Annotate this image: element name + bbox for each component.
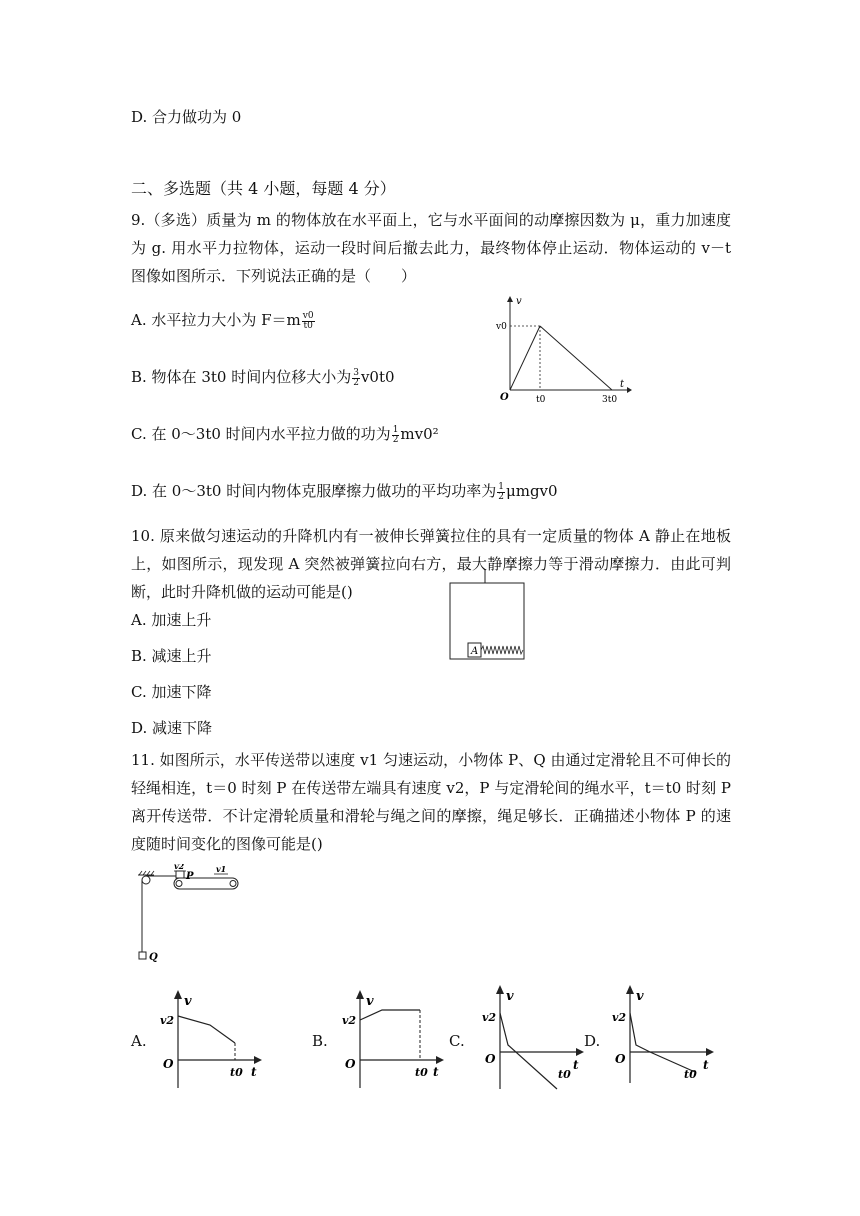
q9-option-a-text: A. 水平拉力大小为 F＝m — [131, 311, 301, 329]
q10-option-c: C. 加速下降 — [131, 683, 212, 701]
q9-vt-figure — [492, 294, 632, 406]
q9-c-denominator: 2 — [392, 434, 399, 445]
q11-pulley — [142, 876, 150, 884]
q9-option-d-fraction — [497, 483, 505, 502]
q9-v-axis-arrow — [507, 296, 513, 302]
q9-decel-segment — [540, 326, 612, 390]
q9-label-t0: t0 — [536, 395, 546, 405]
q9-accel-segment — [510, 326, 540, 390]
q11-hatching — [139, 871, 154, 875]
q11-graph-a — [158, 990, 264, 1090]
q11a-t-arrow — [254, 1056, 262, 1064]
q10-option-d: D. 减速下降 — [131, 719, 213, 737]
q11b-label-v2: v2 — [342, 1014, 357, 1027]
section-title-multiple-choice: 二、多选题（共 4 小题，每题 4 分） — [131, 179, 396, 198]
q11b-curve — [360, 1010, 420, 1020]
q9-label-t: t — [620, 379, 625, 390]
q9-t-axis-arrow — [627, 387, 632, 393]
q11c-label-t: t — [573, 1058, 579, 1072]
q9-option-b-fraction — [352, 369, 360, 388]
q11c-curve — [500, 1013, 557, 1089]
q9-d-numerator: 1 — [498, 481, 504, 492]
q11c-v-arrow — [496, 985, 504, 994]
q11a-v-arrow — [174, 990, 182, 999]
q9-option-c-text: C. 在 0～3t0 时间内水平拉力做的功为 — [131, 425, 391, 443]
q11a-curve — [178, 1016, 235, 1043]
q11d-label-t0: t0 — [684, 1068, 697, 1081]
q11-label-p: P — [186, 871, 194, 882]
q9-option-b — [131, 367, 395, 388]
q11d-label-origin: O — [615, 1052, 626, 1066]
q11c-t-arrow — [576, 1048, 584, 1056]
q11-graph-d — [610, 985, 716, 1085]
q9-option-c — [131, 424, 439, 445]
q9-label-3t0: 3t0 — [602, 395, 618, 405]
q9-c-numerator: 1 — [392, 424, 399, 435]
q11d-t-arrow — [706, 1048, 714, 1056]
q11-graph-c — [480, 985, 586, 1093]
q11a-label-t: t — [251, 1065, 257, 1079]
q9-a-numerator: v0 — [302, 310, 314, 321]
q9-label-v: v — [516, 296, 522, 307]
q11a-label-t0: t0 — [230, 1066, 243, 1079]
q11b-label-t: t — [433, 1065, 439, 1079]
q9-b-numerator: 3 — [353, 367, 359, 378]
q11-block-q — [139, 952, 146, 959]
q11-label-v2: v2 — [174, 864, 185, 871]
q9-option-b-tail: v0t0 — [360, 368, 395, 386]
q10-elevator-figure — [448, 570, 528, 662]
q11d-label-v2: v2 — [612, 1011, 627, 1024]
q11b-t-arrow — [436, 1056, 444, 1064]
q11c-label-origin: O — [485, 1052, 496, 1066]
q11-graph-b — [340, 990, 446, 1090]
q11-right-roller — [230, 881, 236, 887]
q9-option-a-fraction — [302, 312, 315, 331]
q10-block-label: A — [471, 646, 479, 657]
q11-option-d-label: D. — [584, 1032, 601, 1050]
q11-option-c-label: C. — [449, 1032, 465, 1050]
q11b-v-arrow — [356, 990, 364, 999]
q11b-label-origin: O — [345, 1057, 356, 1071]
q11-label-q: Q — [149, 952, 158, 963]
q9-option-d-tail: μmgv0 — [505, 482, 558, 500]
q9-label-v0: v0 — [496, 322, 507, 332]
q11-left-roller — [176, 881, 182, 887]
q9-option-d — [131, 481, 558, 502]
q11a-label-v: v — [184, 994, 192, 1009]
q10-option-b: B. 减速上升 — [131, 647, 212, 665]
q11d-v-arrow — [626, 985, 634, 994]
q10-option-a: A. 加速上升 — [131, 611, 212, 629]
q9-option-b-text: B. 物体在 3t0 时间内位移大小为 — [131, 368, 352, 386]
q11-stem: 11. 如图所示，水平传送带以速度 v1 匀速运动，小物体 P、Q 由通过定滑轮且不可伸长的轻绳相连，t＝0 时刻 P 在传送带左端具有速度 v2，P 与定滑轮间的绳水平，t＝t0 时刻 P 离开传送带．不计定滑轮质量和滑轮与绳之间的摩擦，绳足够长．正确描述小物体 P 的速度随时间变化的图像可能是() — [131, 751, 731, 853]
q11-label-v1: v1 — [216, 864, 227, 874]
q9-d-denominator: 2 — [498, 491, 504, 502]
q9-option-d-text: D. 在 0～3t0 时间内物体克服摩擦力做功的平均功率为 — [131, 482, 497, 500]
q10-spring — [481, 646, 523, 654]
q11b-label-v: v — [366, 994, 374, 1009]
q11c-label-v2: v2 — [482, 1011, 497, 1024]
q10-stem: 10. 原来做匀速运动的升降机内有一被伸长弹簧拉住的具有一定质量的物体 A 静止在地板上，如图所示，现发现 A 突然被弹簧拉向右方，最大静摩擦力等于滑动摩擦力．由此可判断，此时升降机做的运动可能是() — [131, 527, 731, 601]
q11c-label-v: v — [506, 989, 514, 1004]
q9-option-c-tail: mv0² — [400, 425, 439, 443]
q11-block-p — [176, 871, 184, 878]
q11-conveyor-belt — [174, 878, 238, 889]
q9-a-denominator: t0 — [303, 320, 313, 331]
q11b-label-t0: t0 — [415, 1066, 428, 1079]
q9-label-origin: O — [500, 392, 509, 403]
q11a-label-v2: v2 — [160, 1014, 175, 1027]
q9-b-denominator: 2 — [353, 377, 359, 388]
q11-setup-figure — [136, 864, 246, 966]
q11a-label-origin: O — [163, 1057, 174, 1071]
q11-option-b-label: B. — [312, 1032, 328, 1050]
q9-option-a — [131, 310, 316, 331]
q8-option-d: D. 合力做功为 0 — [131, 108, 242, 126]
q11d-label-t: t — [703, 1058, 709, 1072]
q9-option-c-fraction — [392, 426, 400, 445]
q11d-curve — [630, 1013, 695, 1072]
q11d-label-v: v — [636, 989, 644, 1004]
q9-stem: 9.（多选）质量为 m 的物体放在水平面上，它与水平面间的动摩擦因数为 μ，重力加速度为 g. 用水平力拉物体，运动一段时间后撤去此力，最终物体停止运动．物体运动的 v－t 图像如图所示．下列说法正确的是（ ） — [131, 211, 731, 285]
q11c-label-t0: t0 — [558, 1068, 571, 1081]
q11-option-a-label: A. — [131, 1032, 147, 1050]
